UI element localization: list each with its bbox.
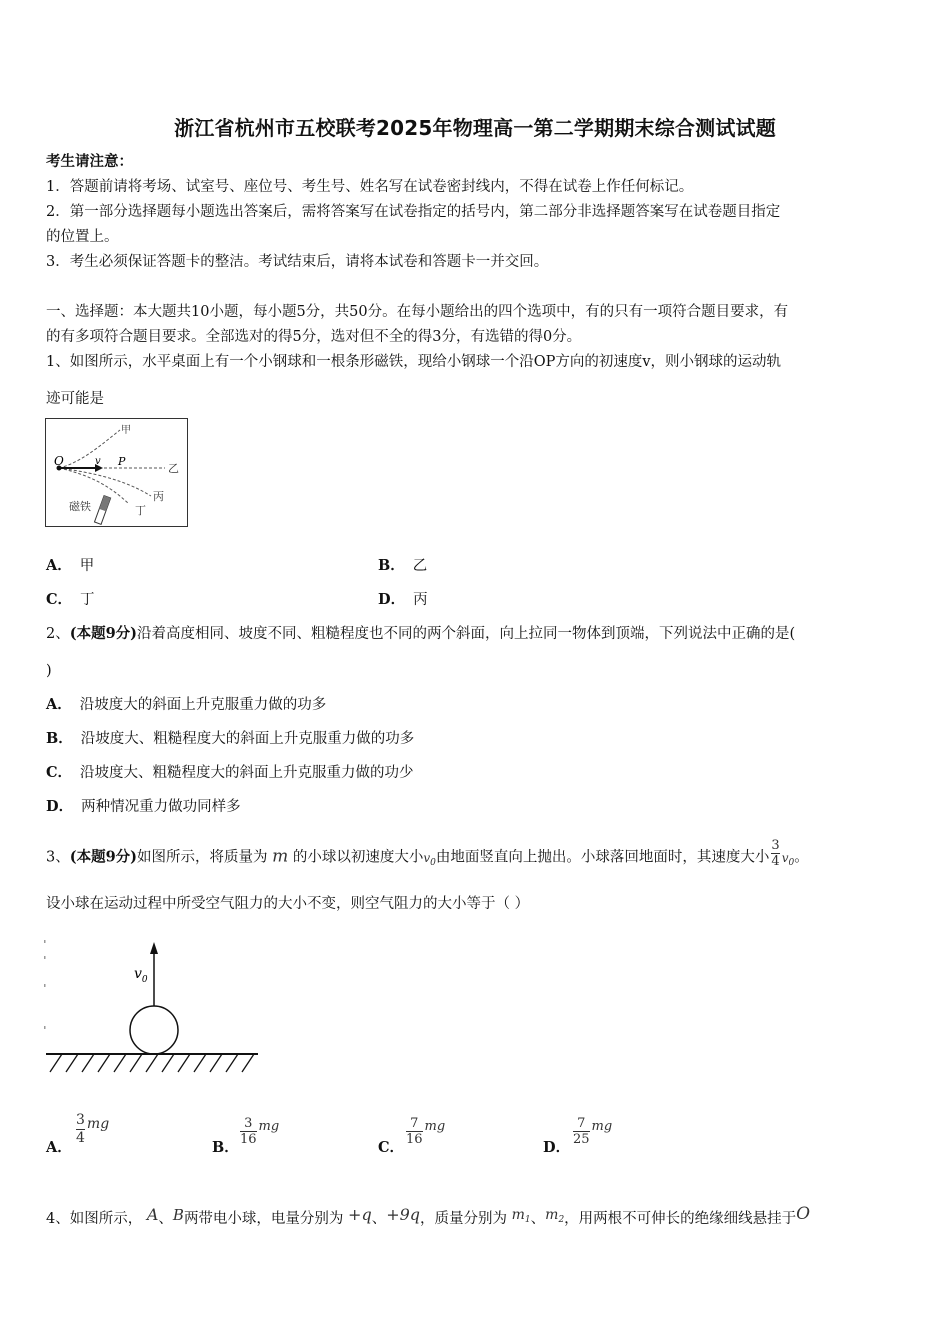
separator: 、: [158, 1211, 173, 1227]
v-subscript: 0: [430, 857, 436, 868]
option-letter: C．: [378, 1139, 405, 1156]
unit: mg: [86, 1116, 110, 1132]
notice-item: 的位置上。: [46, 229, 119, 245]
charge-q2: +9q: [386, 1205, 421, 1224]
v-subscript: 0: [141, 975, 148, 985]
option-letter: C．: [46, 764, 73, 781]
m-letter: m: [511, 1207, 525, 1223]
option-text: 甲: [79, 558, 95, 574]
scan-marks: [44, 940, 46, 1029]
q1-option-a: [46, 556, 94, 576]
q2-stem-end: ): [46, 663, 52, 679]
ground-hatch: [50, 1054, 254, 1072]
label-p: P: [118, 455, 126, 468]
charge-q1: +q: [348, 1205, 372, 1224]
label-v0: [134, 966, 148, 985]
mass-m1: [512, 1207, 531, 1223]
q3-text: 由地面竖直向上抛出。小球落回地面时，其速度大小: [435, 849, 770, 866]
section-intro: 的有多项符合题目要求。全部选对的得5分，选对但不全的得3分，有选错的得0分。: [46, 329, 582, 345]
q3-option-d-value: [573, 1116, 612, 1147]
q4-text: ，质量分别为: [420, 1211, 508, 1227]
option-letter: A．: [46, 557, 72, 574]
page-title: 浙江省杭州市五校联考2025年物理高一第二学期期末综合测试试题: [174, 116, 776, 140]
q3-figure: [44, 936, 264, 1082]
q1-option-d: [378, 590, 428, 610]
denominator: 16: [406, 1132, 423, 1147]
v-letter: v: [423, 850, 431, 865]
denominator: 4: [771, 854, 780, 869]
q3-option-a: [46, 1112, 80, 1156]
fraction: [240, 1116, 257, 1147]
notice-item: 2．第一部分选择题每小题选出答案后，需将答案写在试卷指定的括号内，第二部分非选择题答案写在试卷题目指定: [46, 204, 781, 220]
q2-option-c: [46, 763, 414, 783]
q2-stem: [46, 624, 795, 644]
q3-v0-symbol: [781, 850, 795, 868]
notice-heading: 考生请注意：: [46, 153, 133, 170]
notice-item: 1．答题前请将考场、试室号、座位号、考生号、姓名写在试卷密封线内，不得在试卷上作任何标记。: [46, 179, 694, 195]
m-letter: m: [545, 1207, 559, 1223]
q3-text: 的小球以初速度大小: [292, 849, 424, 866]
unit: mg: [591, 1119, 613, 1134]
fraction: [406, 1116, 423, 1147]
numerator: 3: [771, 838, 780, 853]
q4-number: 4、: [46, 1211, 70, 1227]
mass-m2: [545, 1207, 564, 1223]
option-text: 沿坡度大、粗糙程度大的斜面上升克服重力做的功多: [80, 731, 415, 747]
m-subscript: 1: [524, 1215, 531, 1225]
q1-option-c: [46, 590, 95, 610]
figure-frame: [46, 419, 188, 527]
q3-number: 3、: [46, 849, 70, 866]
label-bing: 丙: [153, 490, 164, 503]
q2-option-a: [46, 695, 326, 715]
symbol-b: B: [172, 1206, 184, 1224]
option-text: 丙: [413, 592, 428, 608]
q1-figure: [45, 418, 189, 528]
label-o: O: [54, 454, 64, 468]
label-ding: 丁: [135, 504, 146, 517]
option-letter: D．: [378, 591, 406, 608]
option-letter: B．: [46, 730, 73, 747]
option-letter: A．: [46, 1139, 72, 1156]
denominator: 25: [573, 1132, 590, 1147]
q2-option-d: [46, 797, 241, 817]
q3-option-c-value: [406, 1116, 445, 1147]
q2-score: (本题9分): [69, 625, 138, 642]
q1-option-b: [378, 556, 427, 576]
numerator: 7: [410, 1116, 419, 1131]
numerator: 3: [244, 1116, 253, 1131]
option-letter: D．: [543, 1139, 571, 1156]
q3-stem: [46, 838, 809, 873]
q4-text: 两带电小球，电量分别为: [183, 1211, 344, 1227]
option-letter: B．: [378, 557, 405, 574]
q2-option-b: [46, 729, 414, 749]
v-subscript: 0: [788, 857, 795, 868]
notice-item: 3．考生必须保证答题卡的整洁。考试结束后，请将本试卷和答题卡一并交回。: [46, 254, 549, 270]
point-o: O: [796, 1204, 811, 1224]
option-letter: C．: [46, 591, 73, 608]
label-yi: 乙: [168, 462, 179, 475]
velocity-arrowhead: [150, 942, 158, 954]
option-text: 沿坡度大的斜面上升克服重力做的功多: [79, 697, 327, 713]
separator: 、: [530, 1211, 546, 1227]
q3-mass-symbol: m: [272, 846, 289, 867]
q3-score: (本题9分): [69, 848, 138, 866]
option-text: 丁: [80, 592, 95, 608]
denominator: 4: [76, 1130, 85, 1146]
symbol-a: A: [146, 1205, 159, 1224]
v-letter: v: [781, 850, 789, 865]
q3-text: 。: [794, 849, 809, 866]
label-jia: 甲: [121, 425, 131, 436]
q4-text: ，用两根不可伸长的绝缘细线悬挂于: [564, 1211, 797, 1227]
ball: [130, 1006, 178, 1054]
option-text: 沿坡度大、粗糙程度大的斜面上升克服重力做的功少: [80, 765, 414, 781]
unit: mg: [424, 1119, 446, 1134]
unit: mg: [258, 1119, 280, 1134]
q3-fraction: [771, 838, 779, 869]
option-letter: D．: [46, 798, 74, 815]
v-letter: v: [134, 966, 142, 982]
separator: 、: [371, 1211, 387, 1227]
q3-stem: 设小球在运动过程中所受空气阻力的大小不变，则空气阻力的大小等于（ ）: [46, 896, 530, 912]
denominator: 16: [240, 1132, 257, 1147]
q4-text: 如图所示，: [69, 1211, 143, 1227]
fraction: [76, 1112, 85, 1147]
label-magnet: 磁铁: [69, 500, 91, 513]
q1-stem: 迹可能是: [46, 391, 104, 407]
numerator: 3: [76, 1112, 85, 1128]
option-text: 两种情况重力做功同样多: [81, 799, 241, 815]
q4-stem: [46, 1204, 811, 1234]
option-letter: B．: [212, 1139, 239, 1156]
option-text: 乙: [412, 558, 428, 574]
q3-option-b-value: [240, 1116, 279, 1147]
option-letter: A．: [46, 696, 72, 713]
q3-option-a-value: [76, 1112, 109, 1147]
q3-v0-symbol: [423, 850, 436, 868]
label-v: v: [95, 456, 101, 467]
section-intro: 一、选择题：本大题共10小题，每小题5分，共50分。在每小题给出的四个选项中，有的只有一项符合题目要求，有: [46, 304, 789, 320]
numerator: 7: [577, 1116, 586, 1131]
m-subscript: 2: [558, 1215, 565, 1225]
q1-stem: 1、如图所示，水平桌面上有一个小钢球和一根条形磁铁，现给小钢球一个沿OP方向的初速度v，则小钢球的运动轨: [46, 354, 782, 370]
q2-text: 沿着高度相同、坡度不同、粗糙程度也不同的两个斜面，向上拉同一物体到顶端，下列说法中正确的是(: [137, 626, 796, 642]
q2-number: 2、: [46, 626, 70, 642]
fraction: [573, 1116, 590, 1147]
q3-text: 如图所示，将质量为: [137, 849, 268, 866]
